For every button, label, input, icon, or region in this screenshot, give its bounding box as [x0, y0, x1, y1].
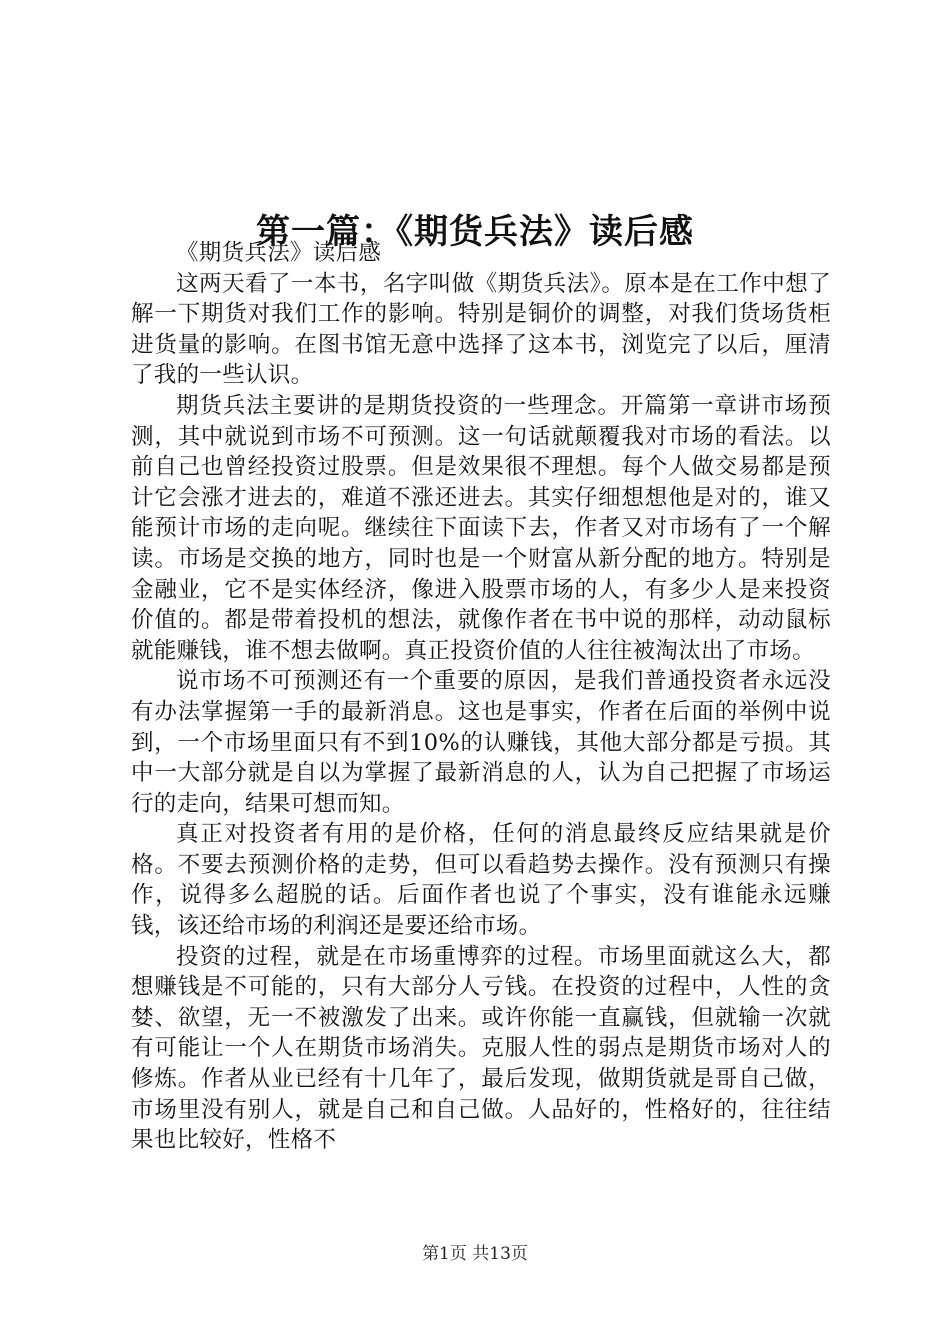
page-number-footer: 第1页 共13页 [422, 1244, 528, 1264]
paragraph-2: 期货兵法主要讲的是期货投资的一些理念。开篇第一章讲市场预测，其中就说到市场不可预测。这一句话就颠覆我对市场的看法。以前自己也曾经投资过股票。但是效果很不理想。每个人做交易都是预计它会涨才进去的，难道不涨还进去。其实仔细想想他是对的，谁又能预计市场的走向呢。继续往下面读下去，作者又对市场有了一个解读。市场是交换的地方，同时也是一个财富从新分配的地方。特别是金融业，它不是实体经济，像进入股票市场的人，有多少人是来投资价值的。都是带着投机的想法，就像作者在书中说的那样，动动鼠标就能赚钱，谁不想去做啊。真正投资价值的人往往被淘汰出了市场。 [131, 392, 831, 664]
document-title: 第一篇：《期货兵法》读后感 [256, 211, 694, 252]
document-body [131, 238, 831, 1156]
paragraph-4: 真正对投资者有用的是价格，任何的消息最终反应结果就是价格。不要去预测价格的走势，但可以看趋势去操作。没有预测只有操作，说得多么超脱的话。后面作者也说了个事实，没有谁能永远赚钱，该还给市场的利润还是要还给市场。 [131, 821, 831, 940]
paragraph-1: 这两天看了一本书，名字叫做《期货兵法》。原本是在工作中想了解一下期货对我们工作的影响。特别是铜价的调整，对我们货场货柜进货量的影响。在图书馆无意中选择了这本书，浏览完了以后，厘清了我的一些认识。 [131, 270, 831, 389]
paragraph-5: 投资的过程，就是在市场重博弈的过程。市场里面就这么大，都想赚钱是不可能的，只有大部分人亏钱。在投资的过程中，人性的贪婪、欲望，无一不被激发了出来。或许你能一直赢钱，但就输一次就有可能让一个人在期货市场消失。克服人性的弱点是期货市场对人的修炼。作者从业已经有十几年了，最后发现，做期货就是哥自己做，市场里没有别人，就是自己和自己做。人品好的，性格好的，往往结果也比较好，性格不 [131, 943, 831, 1154]
paragraph-3: 说市场不可预测还有一个重要的原因，是我们普通投资者永远没有办法掌握第一手的最新消息。这也是事实，作者在后面的举例中说到，一个市场里面只有不到10%的认赚钱，其他大部分都是亏损。其中一大部分就是自以为掌握了最新消息的人，认为自己把握了市场运行的走向，结果可想而知。 [131, 668, 831, 817]
paragraph-subtitle: 《期货兵法》读后感 [176, 240, 382, 266]
